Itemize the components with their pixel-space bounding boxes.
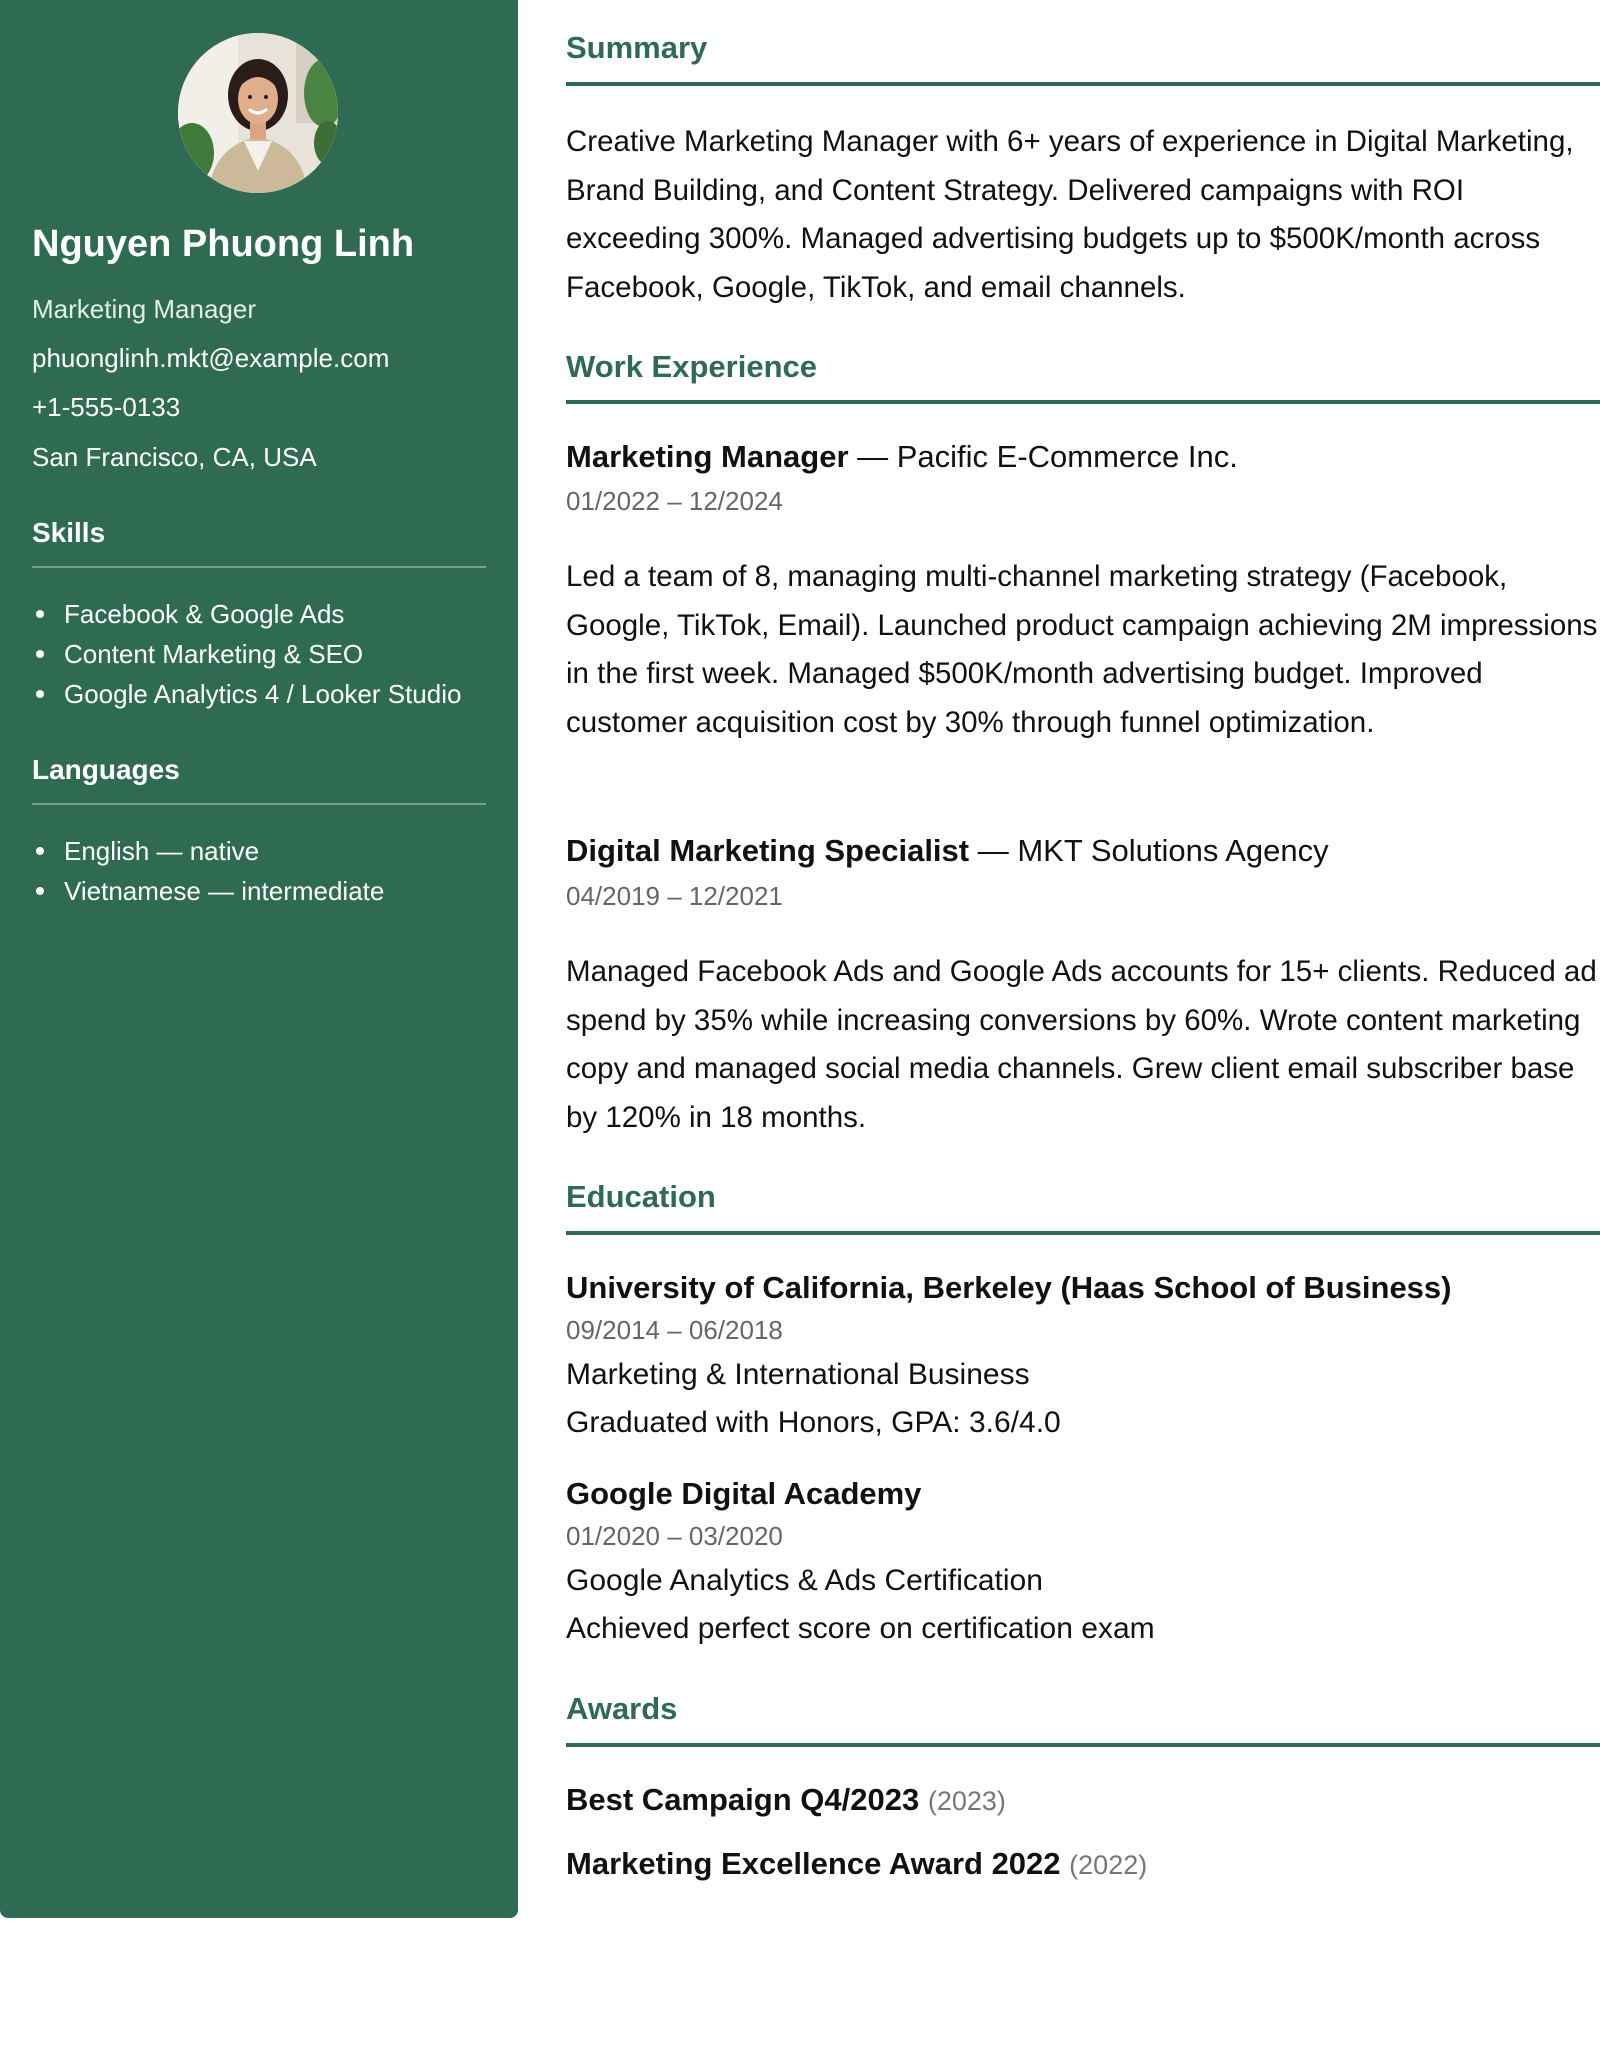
education-note: Graduated with Honors, GPA: 3.6/4.0 xyxy=(566,1406,1061,1439)
skill-item: Content Marketing & SEO xyxy=(32,634,461,674)
education-field: Google Analytics & Ads Certification xyxy=(566,1564,1043,1597)
experience-entry-title xyxy=(566,831,1329,871)
location: San Francisco, CA, USA xyxy=(32,442,317,472)
skills-heading: Skills xyxy=(32,517,106,548)
education-divider xyxy=(566,1231,1600,1235)
experience-dates: 04/2019 – 12/2021 xyxy=(566,881,783,911)
bullet-icon xyxy=(36,847,44,855)
award-name: Marketing Excellence Award 2022 xyxy=(566,1846,1061,1881)
bullet-icon xyxy=(36,887,44,895)
candidate-name: Nguyen Phuong Linh xyxy=(32,223,415,265)
skills-list xyxy=(32,594,461,714)
summary-heading: Summary xyxy=(566,30,708,65)
languages-heading: Languages xyxy=(32,754,180,785)
award-year: (2022) xyxy=(1069,1850,1148,1880)
experience-description: Managed Facebook Ads and Google Ads accounts for 15+ clients. Reduced ad spend by 35% while increasing conversions by 60%. Wrote content marketing copy and managed social media channels. Grew client email subscriber base by 120% in 18 months. xyxy=(566,955,1597,1134)
award-year: (2023) xyxy=(927,1786,1006,1816)
education-heading: Education xyxy=(566,1179,716,1214)
education-dates: 01/2020 – 03/2020 xyxy=(566,1521,783,1551)
education-entry-title xyxy=(566,1268,1451,1308)
language-item: Vietnamese — intermediate xyxy=(32,871,384,911)
award-name: Best Campaign Q4/2023 xyxy=(566,1782,920,1817)
languages-divider xyxy=(32,803,486,805)
experience-dates: 01/2022 – 12/2024 xyxy=(566,486,783,516)
company-name: — Pacific E-Commerce Inc. xyxy=(848,439,1238,474)
award-item xyxy=(566,1780,1006,1821)
skills-divider xyxy=(32,566,486,568)
education-field: Marketing & International Business xyxy=(566,1358,1030,1391)
award-item xyxy=(566,1844,1147,1885)
languages-list xyxy=(32,831,384,911)
bullet-icon xyxy=(36,610,44,618)
company-name: — MKT Solutions Agency xyxy=(969,833,1329,868)
awards-divider xyxy=(566,1743,1600,1747)
skill-item: Facebook & Google Ads xyxy=(32,594,461,634)
avatar xyxy=(178,33,338,193)
skill-item: Google Analytics 4 / Looker Studio xyxy=(32,674,461,714)
language-item: English — native xyxy=(32,831,384,871)
phone-number[interactable]: +1-555-0133 xyxy=(32,392,181,422)
school-name: University of California, Berkeley (Haas School of Business) xyxy=(566,1270,1452,1305)
education-note: Achieved perfect score on certification exam xyxy=(566,1612,1155,1645)
bullet-icon xyxy=(36,650,44,658)
job-role: Digital Marketing Specialist xyxy=(566,833,970,868)
experience-description: Led a team of 8, managing multi-channel marketing strategy (Facebook, Google, TikTok, Email). Launched product campaign achieving 2M impressions in the first week. Managed $500K/month advertising budget. Improved customer acquisition cost by 30% through funnel optimization. xyxy=(566,560,1598,739)
bullet-icon xyxy=(36,690,44,698)
education-entry-title xyxy=(566,1474,921,1514)
sidebar xyxy=(0,0,518,1918)
job-title: Marketing Manager xyxy=(32,294,256,324)
awards-heading: Awards xyxy=(566,1691,678,1726)
experience-entry-title xyxy=(566,437,1238,477)
summary-text: Creative Marketing Manager with 6+ years of experience in Digital Marketing, Brand Building, and Content Strategy. Delivered campaigns with ROI exceeding 300%. Managed advertising budgets up to $500K/month across Facebook, Google, TikTok, and email channels. xyxy=(566,125,1574,304)
profile-photo xyxy=(178,33,338,193)
summary-divider xyxy=(566,82,1600,86)
job-role: Marketing Manager xyxy=(566,439,849,474)
email-address[interactable]: phuonglinh.mkt@example.com xyxy=(32,343,390,373)
experience-divider xyxy=(566,400,1600,404)
experience-heading: Work Experience xyxy=(566,349,817,384)
education-dates: 09/2014 – 06/2018 xyxy=(566,1315,783,1345)
school-name: Google Digital Academy xyxy=(566,1476,922,1511)
